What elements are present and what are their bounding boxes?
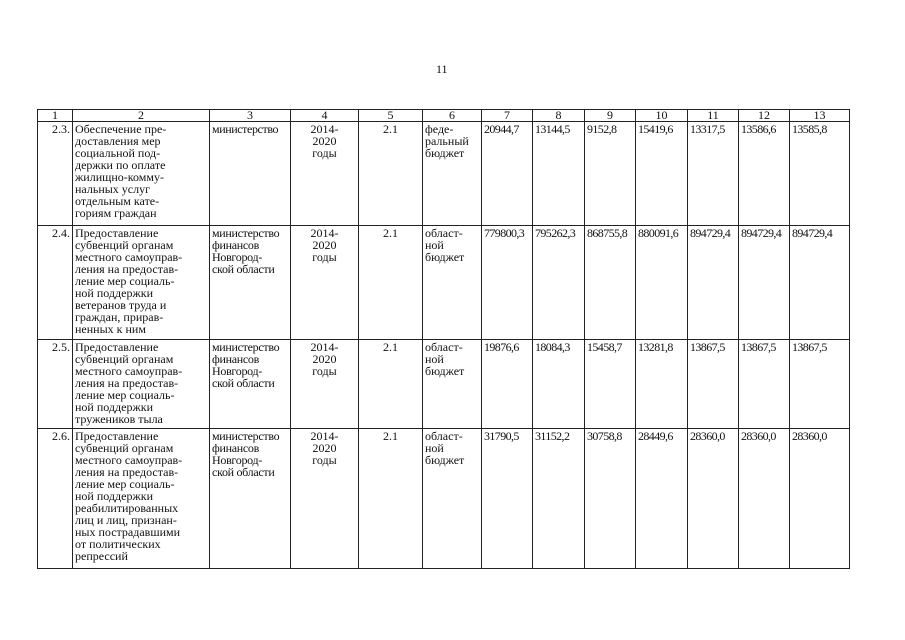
column-header: 8 (533, 110, 585, 122)
value-cell: 28360,0 (688, 429, 739, 569)
measure-description: Предоставление субвенций органам местного самоуправ- ления на предостав- ление мер социаль- ной поддержки ветеранов труда и граждан, прирав- ненных к ним (73, 226, 210, 340)
value-cell: 13281,8 (636, 340, 688, 429)
column-header: 11 (688, 110, 739, 122)
value-cell: 28360,0 (739, 429, 790, 569)
value-cell: 30758,8 (585, 429, 636, 569)
value-cell: 15419,6 (636, 122, 688, 226)
value-cell: 15458,7 (585, 340, 636, 429)
value-cell: 28360,0 (790, 429, 850, 569)
measure-description: Предоставление субвенций органам местного самоуправ- ления на предостав- ление мер социаль- ной поддержки тружеников тыла (73, 340, 210, 429)
value-cell: 13867,5 (790, 340, 850, 429)
value-cell: 779800,3 (482, 226, 533, 340)
column-header: 4 (291, 110, 359, 122)
responsible-agency: министерство финансов Новгород- ской области (210, 226, 291, 340)
row-number: 2.5. (38, 340, 73, 429)
value-cell: 894729,4 (688, 226, 739, 340)
value-cell: 880091,6 (636, 226, 688, 340)
funding-source: област- ной бюджет (423, 340, 482, 429)
value-cell: 13586,6 (739, 122, 790, 226)
target-code: 2.1 (359, 122, 423, 226)
column-header: 7 (482, 110, 533, 122)
funding-source: феде- ральный бюджет (423, 122, 482, 226)
table-row (38, 122, 850, 226)
header-row (38, 110, 850, 122)
row-number: 2.6. (38, 429, 73, 569)
column-header: 2 (73, 110, 210, 122)
column-header: 5 (359, 110, 423, 122)
value-cell: 13317,5 (688, 122, 739, 226)
value-cell: 13144,5 (533, 122, 585, 226)
column-header: 9 (585, 110, 636, 122)
value-cell: 894729,4 (739, 226, 790, 340)
row-number: 2.4. (38, 226, 73, 340)
period: 2014- 2020 годы (291, 340, 359, 429)
column-header: 12 (739, 110, 790, 122)
value-cell: 18084,3 (533, 340, 585, 429)
measure-description: Предоставление субвенций органам местного самоуправ- ления на предостав- ление мер социаль- ной поддержки реабилитированных лиц и лиц, признан- ных пострадавшими от политических репрессий (73, 429, 210, 569)
value-cell: 894729,4 (790, 226, 850, 340)
value-cell: 28449,6 (636, 429, 688, 569)
value-cell: 31152,2 (533, 429, 585, 569)
target-code: 2.1 (359, 226, 423, 340)
value-cell: 868755,8 (585, 226, 636, 340)
funding-source: област- ной бюджет (423, 429, 482, 569)
responsible-agency: министерство финансов Новгород- ской области (210, 340, 291, 429)
value-cell: 20944,7 (482, 122, 533, 226)
value-cell: 19876,6 (482, 340, 533, 429)
target-code: 2.1 (359, 340, 423, 429)
value-cell: 795262,3 (533, 226, 585, 340)
row-number: 2.3. (38, 122, 73, 226)
responsible-agency: министерство финансов Новгород- ской области (210, 429, 291, 569)
funding-source: област- ной бюджет (423, 226, 482, 340)
budget-table (37, 109, 850, 569)
period: 2014- 2020 годы (291, 226, 359, 340)
value-cell: 13585,8 (790, 122, 850, 226)
value-cell: 31790,5 (482, 429, 533, 569)
responsible-agency: министерство (210, 122, 291, 226)
page-number: 11 (436, 62, 448, 76)
column-header: 10 (636, 110, 688, 122)
measure-description: Обеспечение пре- доставления мер социальной под- держки по оплате жилищно-комму- нальных услуг отдельным кате- гориям граждан (73, 122, 210, 226)
table-row (38, 429, 850, 569)
period: 2014- 2020 годы (291, 122, 359, 226)
column-header: 6 (423, 110, 482, 122)
column-header: 13 (790, 110, 850, 122)
table-row (38, 340, 850, 429)
value-cell: 13867,5 (688, 340, 739, 429)
period: 2014- 2020 годы (291, 429, 359, 569)
table-row (38, 226, 850, 340)
target-code: 2.1 (359, 429, 423, 569)
column-header: 1 (38, 110, 73, 122)
value-cell: 9152,8 (585, 122, 636, 226)
column-header: 3 (210, 110, 291, 122)
value-cell: 13867,5 (739, 340, 790, 429)
